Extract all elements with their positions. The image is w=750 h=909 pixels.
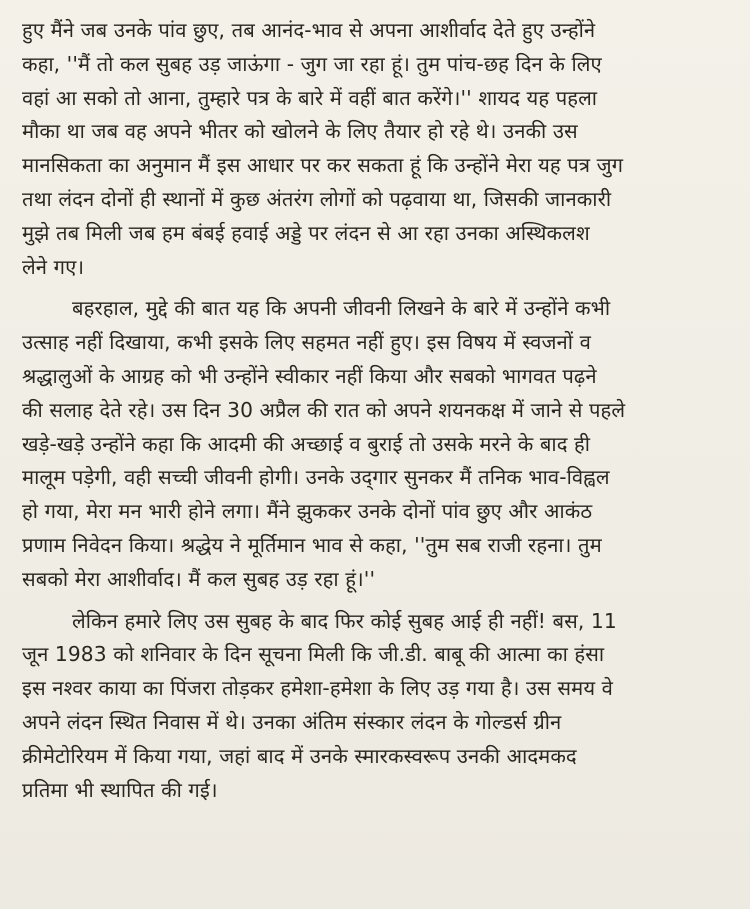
- paragraph-1: [22, 14, 736, 284]
- text-line: मानसिकता का अनुमान मैं इस आधार पर कर सकता हूं कि उन्होंने मेरा यह पत्र जुग: [22, 153, 624, 178]
- text-line: लेने गए।: [22, 254, 85, 279]
- text-line: हो गया, मेरा मन भारी होने लगा। मैंने झुककर उनके दोनों पांव छुए और आकंठ: [22, 499, 593, 524]
- text-line: हुए मैंने जब उनके पांव छुए, तब आनंद-भाव से अपना आशीर्वाद देते हुए उन्होंने: [22, 18, 596, 42]
- text-line: मौका था जब वह अपने भीतर को खोलने के लिए तैयार हो रहे थे। उनकी उस: [22, 119, 578, 144]
- text-line: की सलाह देते रहे। उस दिन 30 अप्रैल की रात को अपने शयनकक्ष में जाने से पहले: [22, 397, 626, 422]
- paragraph-3: [22, 605, 736, 808]
- text-line: वहां आ सको तो आना, तुम्हारे पत्र के बारे में वहीं बात करेंगे।'' शायद यह पहला: [22, 85, 598, 110]
- paragraph-2: [22, 292, 736, 596]
- text-line: खड़े-खड़े उन्होंने कहा कि आदमी की अच्छाई व बुराई तो उसके मरने के बाद ही: [22, 431, 591, 456]
- text-line: सबको मेरा आशीर्वाद। मैं कल सुबह उड़ रहा हूं।'': [22, 566, 376, 591]
- text-line: क्रीमेटोरियम में किया गया, जहां बाद में उनके स्मारकस्वरूप उनकी आदमकद: [22, 743, 577, 768]
- text-line: श्रद्धालुओं के आग्रह को भी उन्होंने स्वीकार नहीं किया और सबको भागवत पढ़ने: [22, 363, 597, 388]
- text-line: अपने लंदन स्थित निवास में थे। उनका अंतिम संस्कार लंदन के गोल्डर्स ग्रीन: [22, 709, 562, 734]
- text-line: इस नश्वर काया का पिंजरा तोड़कर हमेशा-हमेशा के लिए उड़ गया है। उस समय वे: [22, 676, 613, 701]
- text-line: उत्साह नहीं दिखाया, कभी इसके लिए सहमत नहीं हुए। इस विषय में स्वजनों व: [22, 330, 591, 355]
- text-line: मुझे तब मिली जब हम बंबई हवाई अड्डे पर लंदन से आ रहा उनका अस्थिकलश: [22, 220, 590, 245]
- text-line: बहरहाल, मुद्दे की बात यह कि अपनी जीवनी लिखने के बारे में उन्होंने कभी: [72, 296, 611, 321]
- text-line: प्रणाम निवेदन किया। श्रद्धेय ने मूर्तिमान भाव से कहा, ''तुम सब राजी रहना। तुम: [22, 532, 602, 557]
- text-line: मालूम पड़ेगी, वही सच्ची जीवनी होगी। उनके उद्‌गार सुनकर मैं तनिक भाव-विह्वल: [22, 465, 610, 490]
- text-line: जून 1983 को शनिवार के दिन सूचना मिली कि जी.डी. बाबू की आत्मा का हंसा: [22, 642, 605, 667]
- text-line: कहा, ''मैं तो कल सुबह उड़ जाऊंगा - जुग जा रहा हूं। तुम पांच-छह दिन के लिए: [22, 51, 602, 76]
- text-line: लेकिन हमारे लिए उस सुबह के बाद फिर कोई सुबह आई ही नहीं! बस, 11: [72, 608, 617, 633]
- text-line: तथा लंदन दोनों ही स्थानों में कुछ अंतरंग लोगों को पढ़वाया था, जिसकी जानकारी: [22, 186, 612, 211]
- text-line: प्रतिमा भी स्थापित की गई।: [22, 777, 218, 802]
